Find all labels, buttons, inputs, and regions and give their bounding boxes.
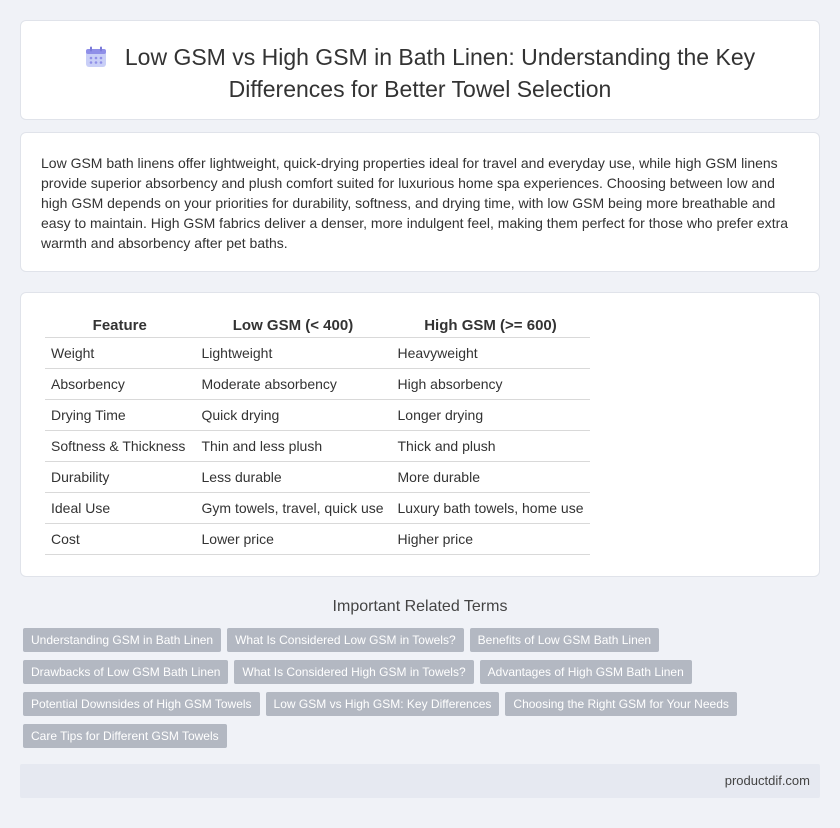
table-row xyxy=(45,399,590,430)
related-term-tag[interactable]: Drawbacks of Low GSM Bath Linen xyxy=(23,660,228,684)
table-cell: Moderate absorbency xyxy=(195,368,391,399)
related-term-tag[interactable]: Advantages of High GSM Bath Linen xyxy=(480,660,692,684)
table-row xyxy=(45,523,590,554)
table-cell: High absorbency xyxy=(391,368,590,399)
intro-paragraph: Low GSM bath linens offer lightweight, quick-drying properties ideal for travel and everyday use, while high GSM linens provide superior absorbency and plush comfort suited for luxurious home spa experiences. Choosing between low and high GSM depends on your priorities for durability, softness, and drying time, with low GSM being more breathable and easy to maintain. High GSM fabrics deliver a denser, more indulgent feel, making them perfect for those who prefer extra warmth and absorbency after pet baths. xyxy=(41,155,789,251)
table-row xyxy=(45,492,590,523)
table-cell: Thick and plush xyxy=(391,430,590,461)
intro-card xyxy=(20,132,820,272)
table-header-row xyxy=(45,315,590,337)
table-cell: More durable xyxy=(391,461,590,492)
table-cell: Drying Time xyxy=(45,399,195,430)
table-cell: Quick drying xyxy=(195,399,391,430)
header-card xyxy=(20,20,820,120)
table-cell: Softness & Thickness xyxy=(45,430,195,461)
table-cell: Ideal Use xyxy=(45,492,195,523)
table-cell: Thin and less plush xyxy=(195,430,391,461)
table-cell: Lightweight xyxy=(195,337,391,368)
table-header-low-gsm: Low GSM (< 400) xyxy=(195,315,391,337)
related-term-tag[interactable]: Potential Downsides of High GSM Towels xyxy=(23,692,260,716)
related-term-tag[interactable]: Understanding GSM in Bath Linen xyxy=(23,628,221,652)
page-title xyxy=(21,43,819,104)
table-row xyxy=(45,430,590,461)
table-cell: Durability xyxy=(45,461,195,492)
related-terms-tags xyxy=(23,628,823,756)
comparison-table-card xyxy=(20,292,820,577)
related-term-tag[interactable]: Care Tips for Different GSM Towels xyxy=(23,724,227,748)
table-cell: Heavyweight xyxy=(391,337,590,368)
table-row xyxy=(45,337,590,368)
table-cell: Luxury bath towels, home use xyxy=(391,492,590,523)
table-header-feature: Feature xyxy=(45,315,195,337)
related-term-tag[interactable]: Benefits of Low GSM Bath Linen xyxy=(470,628,659,652)
related-term-tag[interactable]: Low GSM vs High GSM: Key Differences xyxy=(266,692,500,716)
related-term-tag[interactable]: Choosing the Right GSM for Your Needs xyxy=(505,692,736,716)
calendar-icon xyxy=(85,46,107,75)
table-cell: Absorbency xyxy=(45,368,195,399)
related-term-tag[interactable]: What Is Considered High GSM in Towels? xyxy=(234,660,473,684)
table-cell: Higher price xyxy=(391,523,590,554)
related-terms-title: Important Related Terms xyxy=(332,598,508,615)
table-row xyxy=(45,368,590,399)
page-title-text: Low GSM vs High GSM in Bath Linen: Understanding the Key Differences for Better Towel Selection xyxy=(124,44,756,102)
table-cell: Weight xyxy=(45,337,195,368)
table-cell: Cost xyxy=(45,523,195,554)
related-term-tag[interactable]: What Is Considered Low GSM in Towels? xyxy=(227,628,464,652)
table-cell: Gym towels, travel, quick use xyxy=(195,492,391,523)
footer-site-link[interactable]: productdif.com xyxy=(724,773,810,788)
table-cell: Lower price xyxy=(195,523,391,554)
table-row xyxy=(45,461,590,492)
table-cell: Longer drying xyxy=(391,399,590,430)
comparison-table xyxy=(45,315,590,555)
table-cell: Less durable xyxy=(195,461,391,492)
footer xyxy=(20,764,820,798)
table-header-high-gsm: High GSM (>= 600) xyxy=(391,315,590,337)
